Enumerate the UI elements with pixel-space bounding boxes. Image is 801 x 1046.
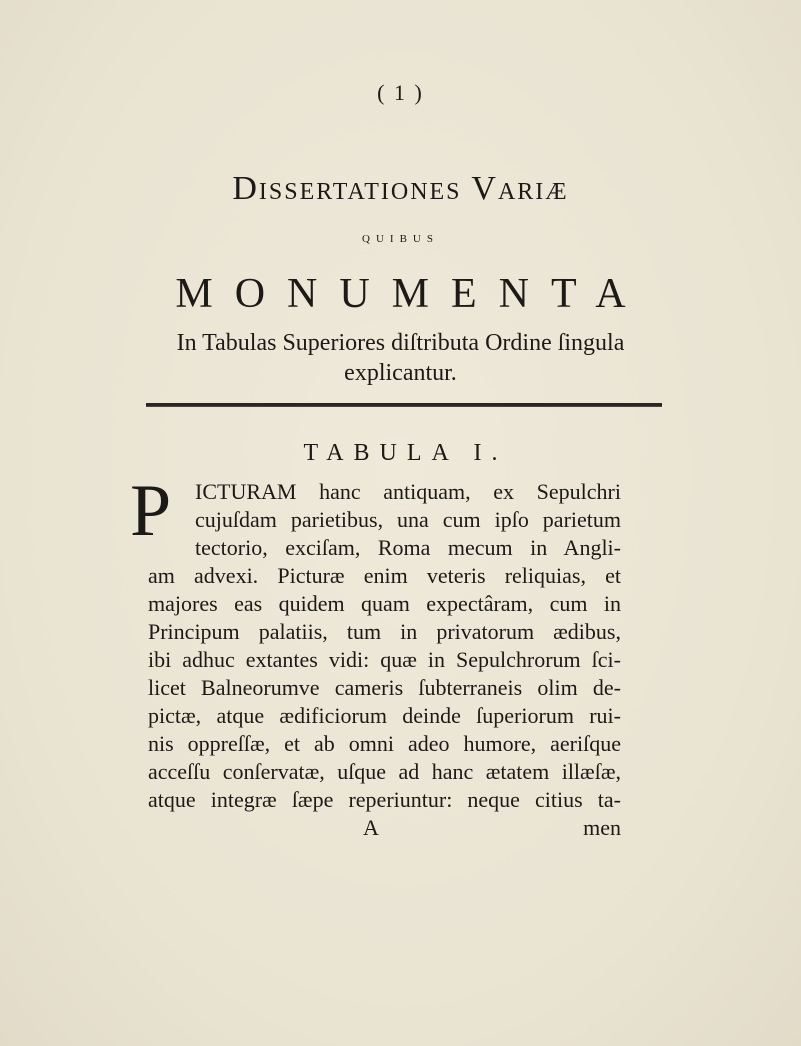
body-line: majores eas quidem quam expectâram, cum in: [148, 591, 621, 616]
title-monumenta: MONUMENTA: [175, 271, 648, 317]
catchline: [148, 814, 621, 842]
body-line: ICTURAM hanc antiquam, ex Sepulchri: [195, 479, 621, 504]
signature-mark: A: [363, 815, 379, 840]
drop-cap: P: [130, 470, 172, 552]
decorative-rule: [146, 403, 662, 407]
page-title: Dissertationes Variæ: [232, 170, 569, 207]
subtitle-quibus: quibus: [362, 230, 439, 246]
catchword: men: [583, 815, 621, 840]
page-number: ( 1 ): [377, 80, 424, 105]
body-line: am advexi. Picturæ enim veteris reliquias, et: [148, 563, 621, 588]
body-line: ibi adhuc extantes vidi: quæ in Sepulchrorum ſci-: [148, 647, 621, 672]
body-line: Principum palatiis, tum in privatorum ædibus,: [148, 619, 621, 644]
body-line: pictæ, atque ædificiorum deinde ſuperiorum rui-: [148, 703, 621, 728]
subtitle-line-2: explicantur.: [344, 360, 457, 386]
body-line: nis oppreſſæ, et ab omni adeo humore, aeriſque: [148, 731, 621, 756]
body-line: tectorio, exciſam, Roma mecum in Angli-: [195, 535, 621, 560]
body-line: cujuſdam parietibus, una cum ipſo parietum: [195, 507, 621, 532]
subtitle-line-1: In Tabulas Superiores diſtributa Ordine ſingula: [176, 330, 625, 356]
body-line: acceſſu conſervatæ, uſque ad hanc ætatem illæſæ,: [148, 759, 621, 784]
body-line: atque integræ ſæpe reperiuntur: neque citius ta-: [148, 787, 621, 812]
section-heading: TABULA I.: [303, 440, 508, 466]
body-line: licet Balneorumve cameris ſubterraneis olim de-: [148, 675, 621, 700]
